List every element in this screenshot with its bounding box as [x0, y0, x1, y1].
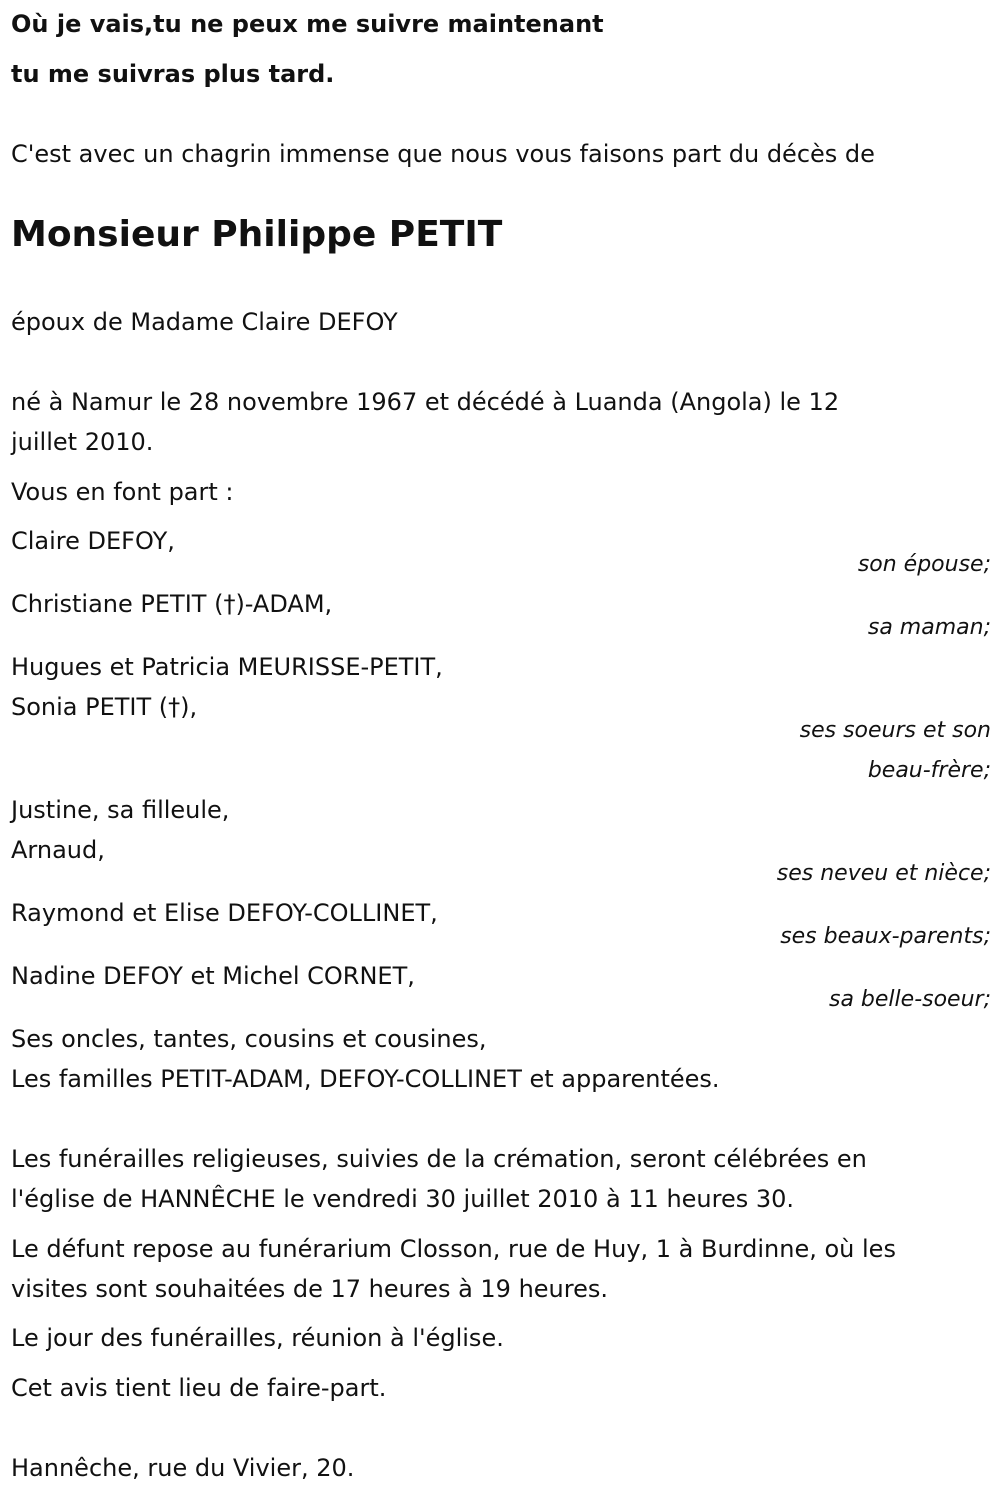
- announcement-text: C'est avec un chagrin immense que nous vous faisons part du décès de: [11, 140, 875, 168]
- family-claire: Claire DEFOY,: [11, 527, 175, 555]
- relation-mother: sa maman;: [867, 615, 991, 640]
- family-families: Les familles PETIT-ADAM, DEFOY-COLLINET et apparentées.: [11, 1065, 720, 1093]
- relation-siblings-line-1: ses soeurs et son: [799, 718, 991, 743]
- deceased-name: Monsieur Philippe PETIT: [11, 214, 503, 255]
- funeral-line-6: Cet avis tient lieu de faire-part.: [11, 1374, 387, 1402]
- relation-parents-in-law: ses beaux-parents;: [780, 924, 991, 949]
- intro-text: Vous en font part :: [11, 478, 234, 506]
- address-text: Hannêche, rue du Vivier, 20.: [11, 1454, 355, 1482]
- family-sonia-suffix: ),: [180, 693, 198, 721]
- funeral-line-3: Le défunt repose au funérarium Closson, rue de Huy, 1 à Burdinne, où les: [11, 1235, 896, 1263]
- family-nadine: Nadine DEFOY et Michel CORNET,: [11, 962, 415, 990]
- family-raymond: Raymond et Elise DEFOY-COLLINET,: [11, 899, 438, 927]
- funeral-line-5: Le jour des funérailles, réunion à l'église.: [11, 1324, 504, 1352]
- family-hugues: Hugues et Patricia MEURISSE-PETIT,: [11, 653, 443, 681]
- birth-death-line-1: né à Namur le 28 novembre 1967 et décédé à Luanda (Angola) le 12: [11, 388, 840, 416]
- family-sonia: [11, 687, 197, 727]
- cross-icon: †: [168, 693, 181, 721]
- epigraph-line-1: Où je vais,tu ne peux me suivre maintenant: [11, 10, 604, 38]
- relation-siblings-line-2: beau-frère;: [867, 758, 991, 783]
- family-christiane-name: Christiane PETIT (: [11, 590, 224, 618]
- family-justine: Justine, sa filleule,: [11, 796, 230, 824]
- spouse-line: époux de Madame Claire DEFOY: [11, 308, 398, 336]
- family-christiane-suffix: )-ADAM,: [235, 590, 333, 618]
- family-arnaud: Arnaud,: [11, 836, 105, 864]
- funeral-line-1: Les funérailles religieuses, suivies de la crémation, seront célébrées en: [11, 1145, 867, 1173]
- funeral-line-4: visites sont souhaitées de 17 heures à 19 heures.: [11, 1275, 608, 1303]
- cross-icon: †: [223, 590, 236, 618]
- family-sonia-name: Sonia PETIT (: [11, 693, 169, 721]
- relation-sister-in-law: sa belle-soeur;: [829, 987, 991, 1012]
- family-uncles: Ses oncles, tantes, cousins et cousines,: [11, 1025, 487, 1053]
- relation-nephew-niece: ses neveu et nièce;: [776, 861, 991, 886]
- birth-death-line-2: juillet 2010.: [11, 428, 154, 456]
- epigraph-line-2: tu me suivras plus tard.: [11, 60, 335, 88]
- relation-spouse: son épouse;: [857, 552, 991, 577]
- funeral-line-2: l'église de HANNÊCHE le vendredi 30 juillet 2010 à 11 heures 30.: [11, 1185, 795, 1213]
- family-christiane: [11, 584, 332, 624]
